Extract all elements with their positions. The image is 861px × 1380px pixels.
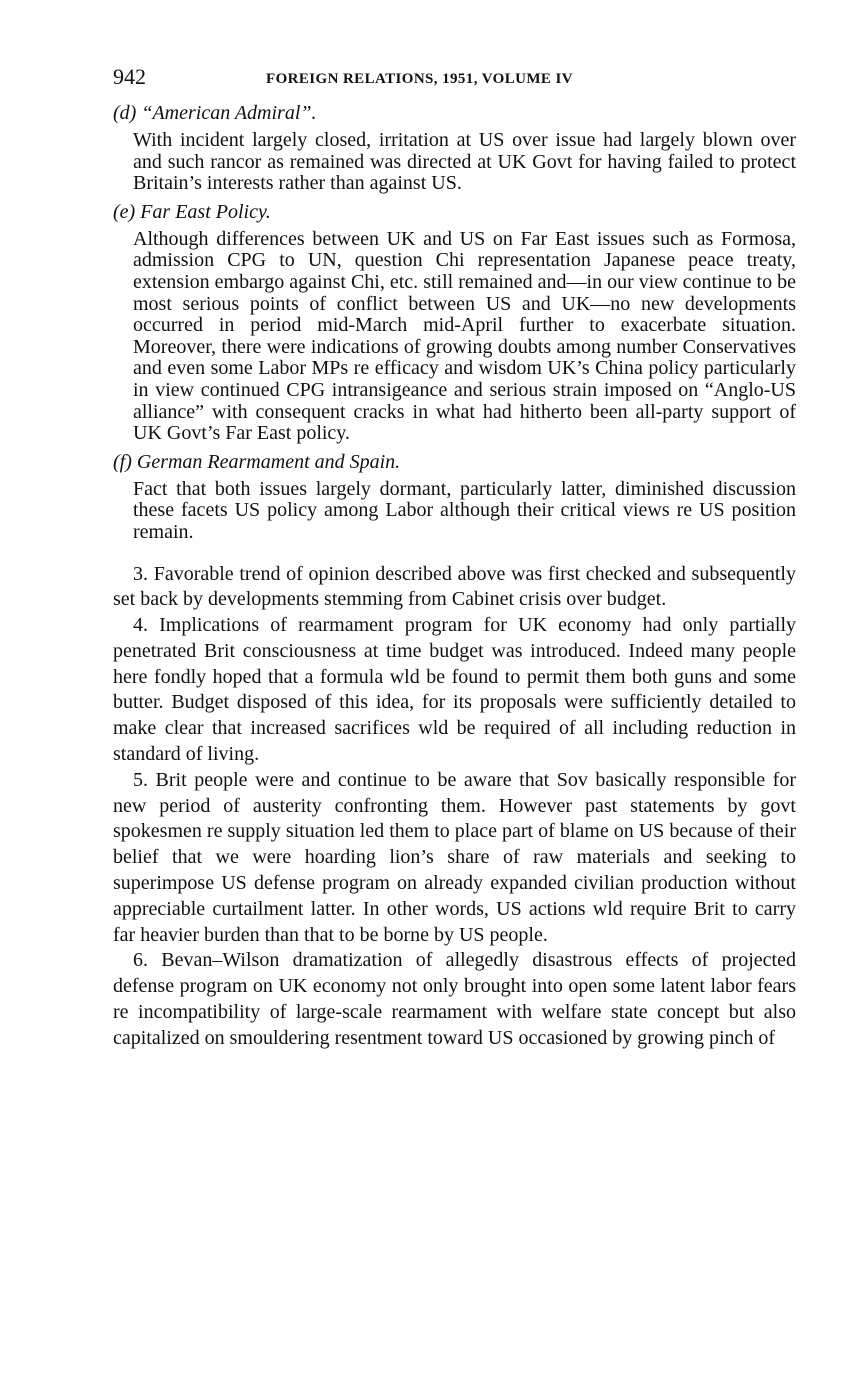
section-heading: (d) “American Admiral”. [113,102,317,124]
page-header [113,64,796,98]
section-german-rearmament [113,451,796,544]
section-heading: (e) Far East Policy. [113,200,271,223]
section-american-admiral [113,102,796,195]
paragraph-3: 3. Favorable trend of opinion described above was first checked and subsequently set back by developments stemming from Cabinet crisis over budget. [113,562,796,611]
section-text: Although differences between UK and US on Far East issues such as Formosa, admission CPG to UN, question Chi representation Japanese peace treaty, extension embargo against Chi, etc. still remained and—in our view continue to be most serious points of conflict between US and UK—no new developments occurred in period mid-March mid-April further to exacerbate situation. Moreover, there were indications of growing doubts among number Conservatives and even some Labor MPs re efficacy and wisdom UK’s China policy particularly in view continued CPG intransigeance and serious strain imposed on “Anglo-US alliance” with consequent cracks in what had hitherto been all-party support of UK Govt’s Far East policy. [133,227,796,445]
page-number: 942 [113,64,146,89]
paragraph-5: 5. Brit people were and continue to be aware that Sov basically responsible for new period of austerity confronting them. However past statements by govt spokesmen re supply situation led them to place part of blame on US because of their belief that we were hoarding lion’s share of raw materials and seeking to superimpose US defense program on already expanded civilian production without appreciable curtailment latter. In other words, US actions wld require Brit to carry far heavier burden than that to be borne by US people. [113,768,796,946]
running-head: FOREIGN RELATIONS, 1951, VOLUME IV [266,71,573,87]
section-text: Fact that both issues largely dormant, particularly latter, diminished discussion these facets US policy among Labor although their critical views re US position remain. [133,477,796,543]
section-text: With incident largely closed, irritation at US over issue had largely blown over and such rancor as remained was directed at UK Govt for having failed to protect Britain’s interests rather than against US. [133,129,796,195]
paragraph-4: 4. Implications of rearmament program for UK economy had only partially penetrated Brit consciousness at time budget was introduced. Indeed many people here fondly hoped that a formula wld be found to permit them both guns and some butter. Budget disposed of this idea, for its proposals were sufficiently detailed to make clear that increased sacrifices wld be required of all including reduction in standard of living. [113,614,796,766]
document-page [113,64,796,1052]
section-far-east-policy [113,201,796,445]
section-heading: (f) German Rearmament and Spain. [113,450,401,473]
paragraph-6: 6. Bevan–Wilson dramatization of allegedly disastrous effects of projected defense program on UK economy not only brought into open some latent labor fears re incompatibility of large-scale rearmament with welfare state concept but also capitalized on smouldering resentment toward US occasioned by growing pinch of [113,949,796,1049]
